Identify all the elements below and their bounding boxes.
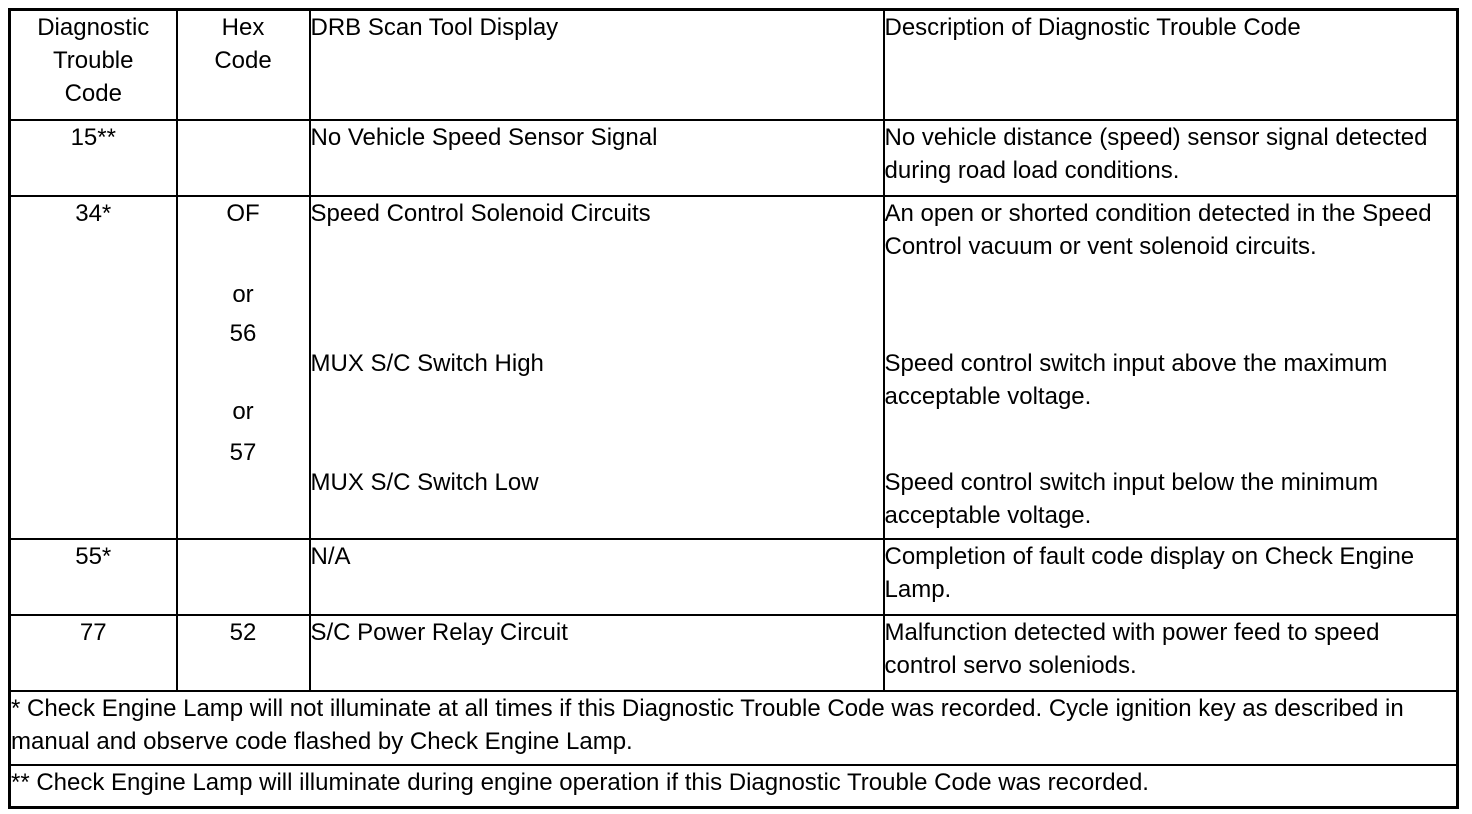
cell-hex [177, 120, 310, 196]
footnote-single-asterisk: * Check Engine Lamp will not illuminate at all times if this Diagnostic Trouble Code was recorded. Cycle ignition key as described in manual and observe code flashed by Check Engine Lamp. [10, 691, 1458, 765]
cell-description: Malfunction detected with power feed to speed control servo soleniods. [884, 615, 1458, 691]
cell-code: 34* [10, 196, 177, 539]
drb-entry: MUX S/C Switch High [310, 350, 544, 377]
hex-value: 56 [229, 320, 257, 347]
cell-hex [177, 539, 310, 615]
header-hex-line-2: Code [214, 47, 272, 74]
cell-code: 55* [10, 539, 177, 615]
diagnostic-trouble-code-table [8, 8, 1459, 809]
drb-entry: Speed Control Solenoid Circuits [310, 200, 651, 227]
cell-hex: 52 [177, 615, 310, 691]
table-note-row [10, 765, 1458, 808]
table-header-row [10, 10, 1458, 121]
header-code-line-3: Code [64, 80, 122, 107]
cell-description-group [884, 196, 1458, 539]
table-note-row [10, 691, 1458, 765]
header-code-line-2: Trouble [53, 47, 134, 74]
cell-hex-group [177, 196, 310, 539]
table-row [10, 615, 1458, 691]
cell-description: No vehicle distance (speed) sensor signal detected during road load conditions. [884, 120, 1458, 196]
cell-code: 15** [10, 120, 177, 196]
or-separator: or [232, 398, 254, 425]
cell-drb-display-group [310, 196, 884, 539]
cell-code: 77 [10, 615, 177, 691]
cell-drb-display: No Vehicle Speed Sensor Signal [310, 120, 884, 196]
description-entry: Speed control switch input below the minimum acceptable voltage. [884, 469, 1379, 529]
hex-value: OF [226, 200, 260, 227]
cell-drb-display: N/A [310, 539, 884, 615]
header-hex-code [177, 10, 310, 121]
table-row [10, 539, 1458, 615]
header-description: Description of Diagnostic Trouble Code [884, 10, 1458, 121]
drb-entry: MUX S/C Switch Low [310, 469, 539, 496]
header-code-line-1: Diagnostic [37, 14, 150, 41]
header-hex-line-1: Hex [221, 14, 265, 41]
cell-drb-display: S/C Power Relay Circuit [310, 615, 884, 691]
hex-value: 57 [229, 439, 257, 466]
description-entry: Speed control switch input above the maximum acceptable voltage. [884, 350, 1388, 410]
description-entry: An open or shorted condition detected in the Speed Control vacuum or vent solenoid circuits. [884, 200, 1432, 260]
header-drb-display: DRB Scan Tool Display [310, 10, 884, 121]
or-separator: or [232, 281, 254, 308]
table-row [10, 196, 1458, 539]
header-trouble-code [10, 10, 177, 121]
table-row [10, 120, 1458, 196]
footnote-double-asterisk: ** Check Engine Lamp will illuminate during engine operation if this Diagnostic Trouble Code was recorded. [10, 765, 1458, 808]
cell-description: Completion of fault code display on Check Engine Lamp. [884, 539, 1458, 615]
